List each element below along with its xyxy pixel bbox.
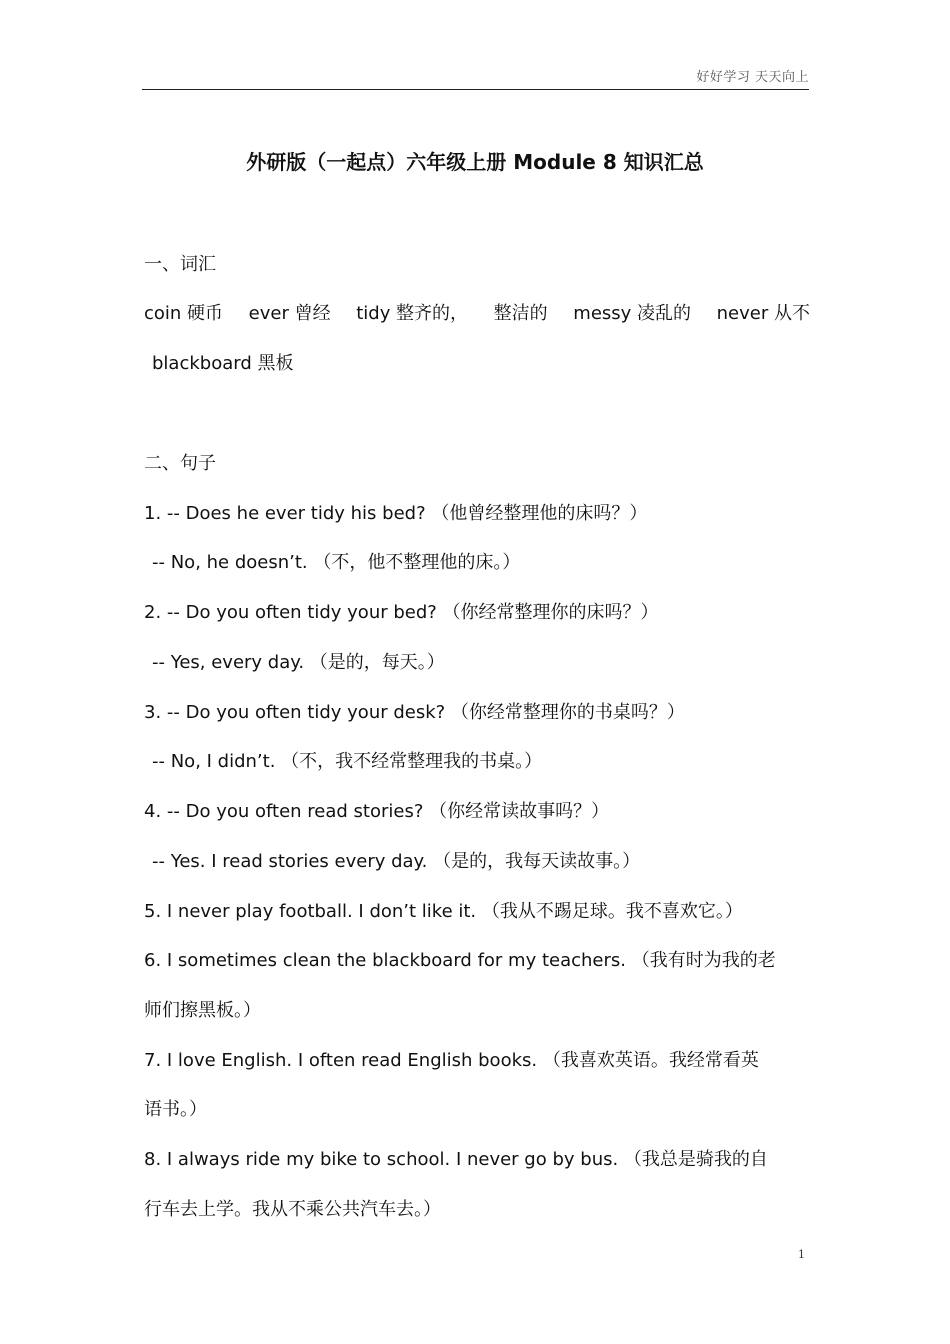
document-title: 外研版（一起点）六年级上册 Module 8 知识汇总 bbox=[246, 150, 704, 174]
vocab-item: messy 凌乱的 bbox=[573, 303, 692, 324]
page-header bbox=[142, 66, 809, 90]
sentence-line: 1. -- Does he ever tidy his bed? （他曾经整理他的床吗？） bbox=[144, 503, 648, 524]
sentence-line: 行车去上学。我从不乘公共汽车去。） bbox=[144, 1199, 441, 1220]
vocabulary-line-1 bbox=[144, 300, 810, 328]
vocab-item: ever 曾经 bbox=[248, 303, 331, 324]
sentence-line: 5. I never play football. I don’t like it. （我从不踢足球。我不喜欢它。） bbox=[144, 901, 743, 922]
vocabulary-line-2: blackboard 黑板 bbox=[152, 353, 294, 374]
sentence-line: -- No, I didn’t. （不，我不经常整理我的书桌。） bbox=[152, 751, 543, 772]
sentences-heading: 二、句子 bbox=[144, 453, 216, 474]
sentence-line: 2. -- Do you often tidy your bed? （你经常整理你的床吗？） bbox=[144, 602, 659, 623]
sentence-line: 8. I always ride my bike to school. I never go by bus. （我总是骑我的自 bbox=[144, 1149, 768, 1170]
vocab-item: 整洁的 bbox=[493, 303, 548, 324]
vocab-item: never 从不 bbox=[716, 303, 810, 324]
sentence-line: -- Yes. I read stories every day. （是的，我每天读故事。） bbox=[152, 851, 641, 872]
page-number: 1 bbox=[798, 1248, 805, 1261]
sentence-line: 7. I love English. I often read English books. （我喜欢英语。我经常看英 bbox=[144, 1050, 759, 1071]
vocab-item: coin 硬币 bbox=[144, 303, 224, 324]
vocab-item: tidy 整齐的， bbox=[356, 303, 469, 324]
sentence-line: 4. -- Do you often read stories? （你经常读故事吗？） bbox=[144, 801, 610, 822]
sentence-line: -- Yes, every day. （是的，每天。） bbox=[152, 652, 445, 673]
sentence-line: -- No, he doesn’t. （不，他不整理他的床。） bbox=[152, 552, 521, 573]
sentence-line: 3. -- Do you often tidy your desk? （你经常整理你的书桌吗？） bbox=[144, 702, 685, 723]
sentence-line: 师们擦黑板。） bbox=[144, 1000, 261, 1021]
header-motto: 好好学习 天天向上 bbox=[696, 70, 809, 85]
vocabulary-heading: 一、词汇 bbox=[144, 254, 216, 275]
sentence-line: 6. I sometimes clean the blackboard for my teachers. （我有时为我的老 bbox=[144, 950, 776, 971]
sentence-line: 语书。） bbox=[144, 1099, 207, 1120]
